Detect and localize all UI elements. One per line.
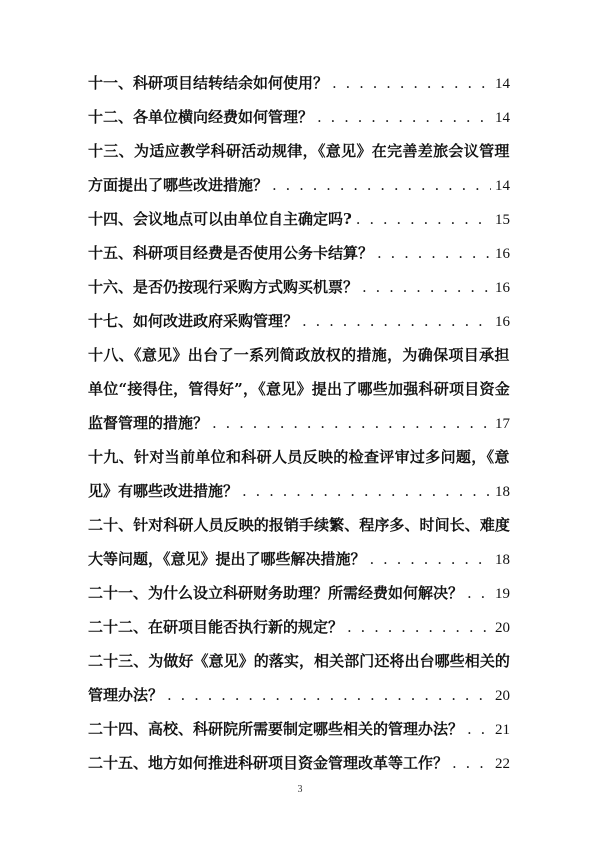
page-number: 3 xyxy=(297,784,303,795)
toc-page-number: 14 xyxy=(495,110,510,126)
toc-entry-line xyxy=(88,236,510,270)
toc-entry-title: 二十、针对科研人员反映的报销手续繁、程序多、时间长、难度 xyxy=(88,516,510,534)
toc-entry-line xyxy=(88,134,510,168)
toc-entry-line xyxy=(88,338,510,372)
toc-entry-line xyxy=(88,202,510,236)
dot-leader xyxy=(242,474,491,508)
toc-entry-line xyxy=(88,576,510,610)
toc-entry[interactable] xyxy=(88,576,510,610)
toc-entry-title: 十二、各单位横向经费如何管理？ xyxy=(88,108,314,126)
dot-leader xyxy=(347,610,491,644)
toc-entry-line xyxy=(88,440,510,474)
toc-entry-title: 二十四、高校、科研院所需要制定哪些相关的管理办法？ xyxy=(88,720,464,738)
toc-entry-line xyxy=(88,474,510,508)
toc-entry-title: 十四、会议地点可以由单位自主确定吗? xyxy=(88,210,352,228)
toc-entry-line xyxy=(88,100,510,134)
toc-page-number: 20 xyxy=(495,620,510,636)
toc-page-number: 16 xyxy=(495,246,510,262)
toc-entry[interactable] xyxy=(88,508,510,576)
toc-page-number: 16 xyxy=(495,280,510,296)
toc-entry[interactable] xyxy=(88,746,510,780)
toc-entry[interactable] xyxy=(88,66,510,100)
toc-entry-title: 十三、为适应教学科研活动规律，《意见》在完善差旅会议管理 xyxy=(88,142,510,160)
dot-leader xyxy=(272,168,491,202)
dot-leader xyxy=(332,66,491,100)
toc-entry[interactable] xyxy=(88,610,510,644)
dot-leader xyxy=(377,236,491,270)
toc-page-number: 21 xyxy=(495,722,510,738)
toc-entry-title: 大等问题，《意见》提出了哪些解决措施？ xyxy=(88,550,366,568)
dot-leader xyxy=(452,746,491,780)
toc-entry-title: 二十五、地方如何推进科研项目资金管理改革等工作？ xyxy=(88,754,449,772)
toc-entry-title: 监督管理的措施？ xyxy=(88,414,209,432)
table-of-contents xyxy=(88,66,510,780)
toc-entry-title: 十八、《意见》出台了一系列简政放权的措施，为确保项目承担 xyxy=(88,346,510,364)
toc-entry-line xyxy=(88,644,510,678)
toc-page-number: 15 xyxy=(495,212,510,228)
toc-entry[interactable] xyxy=(88,270,510,304)
toc-page-number: 22 xyxy=(495,756,510,772)
toc-entry-title: 十七、如何改进政府采购管理？ xyxy=(88,312,299,330)
toc-entry-line xyxy=(88,508,510,542)
dot-leader xyxy=(356,202,491,236)
toc-entry-line xyxy=(88,168,510,202)
toc-page-number: 20 xyxy=(495,688,510,704)
toc-entry-line xyxy=(88,304,510,338)
toc-entry-title: 管理办法？ xyxy=(88,686,164,704)
toc-entry-line xyxy=(88,270,510,304)
dot-leader xyxy=(467,712,491,746)
toc-entry-line xyxy=(88,678,510,712)
toc-entry-title: 十一、科研项目结转结余如何使用？ xyxy=(88,74,329,92)
toc-entry-line xyxy=(88,746,510,780)
toc-entry-line xyxy=(88,610,510,644)
toc-entry-title: 十九、针对当前单位和科研人员反映的检查评审过多问题，《意 xyxy=(88,448,510,466)
toc-entry-line xyxy=(88,372,510,406)
dot-leader xyxy=(467,576,491,610)
toc-entry-title: 单位“接得住，管得好”，《意见》提出了哪些加强科研项目资金 xyxy=(88,380,510,398)
toc-entry[interactable] xyxy=(88,440,510,508)
toc-entry[interactable] xyxy=(88,202,510,236)
toc-page-number: 18 xyxy=(495,484,510,500)
toc-page-number: 14 xyxy=(495,178,510,194)
toc-entry-title: 十五、科研项目经费是否使用公务卡结算？ xyxy=(88,244,374,262)
toc-entry-line xyxy=(88,66,510,100)
toc-entry-title: 二十二、在研项目能否执行新的规定？ xyxy=(88,618,344,636)
toc-page-number: 14 xyxy=(495,76,510,92)
toc-entry-line xyxy=(88,406,510,440)
toc-page-number: 18 xyxy=(495,552,510,568)
dot-leader xyxy=(317,100,491,134)
toc-page-number: 17 xyxy=(495,416,510,432)
dot-leader xyxy=(362,270,491,304)
toc-entry[interactable] xyxy=(88,338,510,440)
toc-entry[interactable] xyxy=(88,100,510,134)
toc-entry[interactable] xyxy=(88,304,510,338)
dot-leader xyxy=(370,542,491,576)
toc-entry-title: 见》有哪些改进措施？ xyxy=(88,482,239,500)
toc-entry[interactable] xyxy=(88,644,510,712)
toc-page-number: 16 xyxy=(495,314,510,330)
toc-entry-title: 二十三、为做好《意见》的落实，相关部门还将出台哪些相关的 xyxy=(88,652,510,670)
dot-leader xyxy=(302,304,491,338)
toc-entry-title: 十六、是否仍按现行采购方式购买机票？ xyxy=(88,278,359,296)
toc-page-number: 19 xyxy=(495,586,510,602)
toc-entry-title: 二十一、为什么设立科研财务助理？所需经费如何解决？ xyxy=(88,584,464,602)
dot-leader xyxy=(167,678,491,712)
toc-entry[interactable] xyxy=(88,134,510,202)
toc-entry[interactable] xyxy=(88,236,510,270)
toc-entry-line xyxy=(88,542,510,576)
toc-entry[interactable] xyxy=(88,712,510,746)
toc-entry-line xyxy=(88,712,510,746)
dot-leader xyxy=(212,406,491,440)
toc-entry-title: 方面提出了哪些改进措施？ xyxy=(88,176,269,194)
